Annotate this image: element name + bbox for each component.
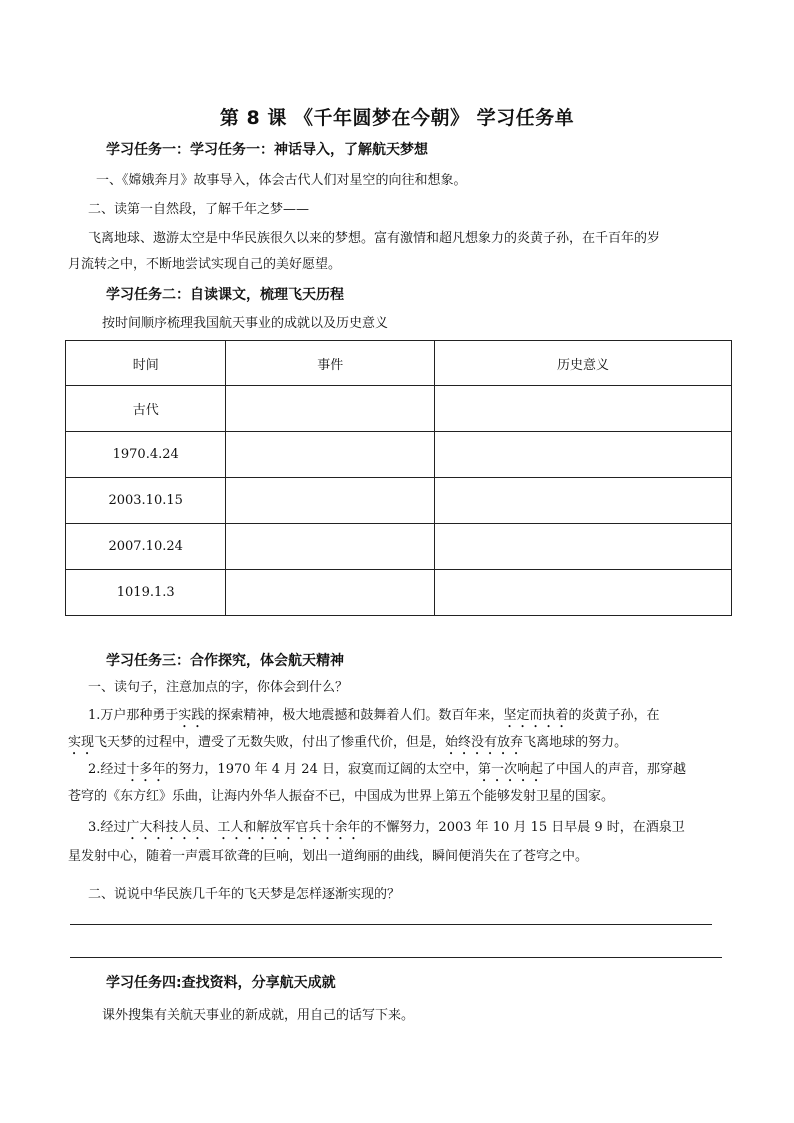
table-cell-meaning[interactable] (435, 432, 732, 478)
task3-question1: 一、读句子，注意加点的字，你体会到什么？ (88, 680, 349, 695)
sentence2-text: 的努力，1970 年 4 月 24 日，寂寞而辽阔的太空中， (165, 762, 478, 777)
task1-line1: 一、《嫦娥奔月》故事导入，体会古代人们对星空的向往和想象。 (96, 173, 467, 188)
sentence1-line-b (68, 729, 698, 758)
table-header-meaning: 历史意义 (435, 341, 732, 386)
dotted-word: 实现 (68, 735, 95, 750)
table-row (66, 478, 732, 524)
sentence3-text: 的不懈努力，2003 年 10 月 15 日早晨 9 时，在酒泉卫 (360, 820, 685, 835)
table-header-time: 时间 (66, 341, 226, 386)
table-cell-event[interactable] (226, 478, 435, 524)
sentence3-line-b: 星发射中心，随着一声震耳欲聋的巨响，划出一道绚丽的曲线，瞬间便消失在了苍穹之中。 (68, 849, 589, 864)
sentence1-text: 的探索精神，极大地震撼和鼓舞着人们。数百年来， (204, 708, 504, 723)
table-cell-meaning[interactable] (435, 524, 732, 570)
page-title: 第 8 课 《千年圆梦在今朝》 学习任务单 (219, 107, 575, 129)
table-cell-meaning[interactable] (435, 478, 732, 524)
sentence2-line-b: 苍穹的《东方红》乐曲，让海内外华人振奋不已，中国成为世界上第五个能够发射卫星的国家。 (68, 789, 615, 804)
task3-question2: 二、说说中华民族几千年的飞天梦是怎样逐渐实现的？ (88, 887, 401, 902)
table-cell-time: 1970.4.24 (66, 432, 226, 478)
sentence1-text: 飞天梦 (94, 735, 134, 750)
table-row (66, 432, 732, 478)
answer-line[interactable] (70, 924, 712, 925)
table-row (66, 570, 732, 616)
table-cell-event[interactable] (226, 570, 435, 616)
task2-heading: 学习任务二：自读课文，梳理飞天历程 (106, 287, 344, 303)
sentence1-text: 飞离地球的努力。 (523, 735, 628, 750)
table-header-row (66, 341, 732, 386)
sentence2-line-a (88, 756, 718, 785)
table-header-event: 事件 (226, 341, 435, 386)
table-cell-time: 2003.10.15 (66, 478, 226, 524)
dotted-word: 广大科技人员、工人和解放军官兵十余年 (126, 820, 361, 835)
table-cell-time: 1019.1.3 (66, 570, 226, 616)
task1-line2: 二、读第一自然段，了解千年之梦—— (88, 202, 310, 217)
table-cell-event[interactable] (226, 386, 435, 432)
dotted-word: 实践 (178, 708, 205, 723)
dotted-word: 十多年 (126, 762, 166, 777)
sentence1-text: 的过程中，遭受了无数失败，付出了惨重代价，但是， (133, 735, 446, 750)
dotted-word: 第一次响起 (477, 762, 543, 777)
task1-paragraph-line-b: 月流转之中，不断地尝试实现自己的美好愿望。 (68, 257, 342, 272)
task1-heading: 学习任务一：学习任务一：神话导入，了解航天梦想 (106, 142, 428, 158)
task3-heading: 学习任务三：合作探究，体会航天精神 (106, 653, 344, 669)
task4-instruction: 课外搜集有关航天事业的新成就，用自己的话写下来。 (102, 1008, 415, 1023)
sentence1-text: 1.万户那种勇于 (88, 708, 179, 723)
table-row (66, 386, 732, 432)
table-cell-event[interactable] (226, 432, 435, 478)
answer-line[interactable] (70, 957, 722, 958)
table-cell-event[interactable] (226, 524, 435, 570)
table-cell-time: 2007.10.24 (66, 524, 226, 570)
sentence2-text: 了中国人的声音，那穿越 (543, 762, 687, 777)
sentence3-line-a (88, 814, 718, 843)
sentence2-text: 2.经过 (88, 762, 127, 777)
table-cell-meaning[interactable] (435, 570, 732, 616)
dotted-word: 始终没有放弃 (445, 735, 524, 750)
task1-paragraph-line-a: 飞离地球、遨游太空是中华民族很久以来的梦想。富有激情和超凡想象力的炎黄子孙，在千百年的岁 (88, 231, 661, 246)
dotted-word: 坚定而执着 (503, 708, 569, 723)
achievement-table (65, 340, 732, 616)
table-cell-meaning[interactable] (435, 386, 732, 432)
sentence1-line-a (88, 702, 718, 731)
sentence1-text: 的炎黄子孙，在 (568, 708, 660, 723)
sentence3-text: 3.经过 (88, 820, 127, 835)
table-row (66, 524, 732, 570)
table-cell-time: 古代 (66, 386, 226, 432)
task4-heading: 学习任务四:查找资料，分享航天成就 (106, 975, 336, 991)
task2-instruction: 按时间顺序梳理我国航天事业的成就以及历史意义 (102, 316, 389, 331)
